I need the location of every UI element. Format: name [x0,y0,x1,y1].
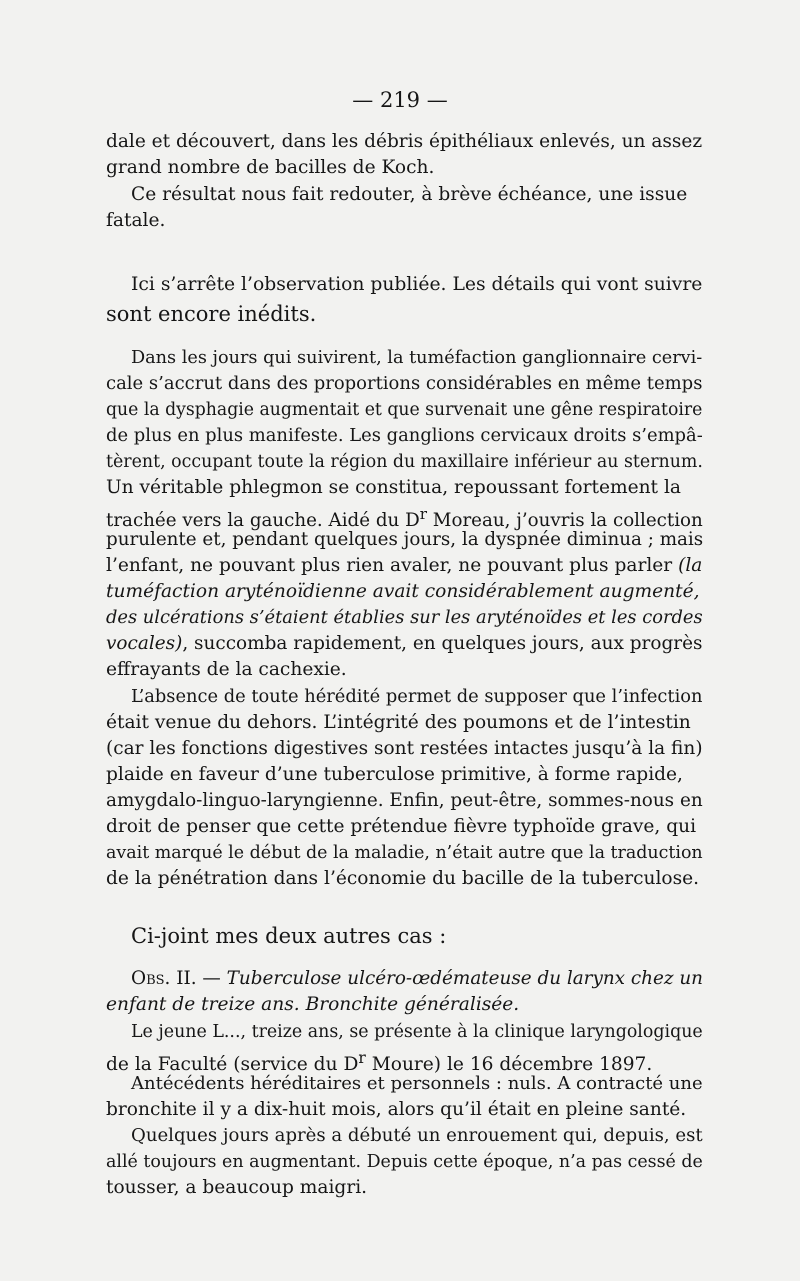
paragraph-1-line-11: des ulcérations s’étaient établies sur les aryténoïdes et les cordes [106,607,703,628]
line-p3-text-a: de la Faculté (service du D [106,1054,359,1076]
paragraph-2-line-6: droit de penser que cette prétendue fièvre typhoïde grave, qui [106,816,697,837]
paragraph-1-line-3: que la dysphagie augmentait et que survenait une gêne respiratoire [106,400,703,420]
line-9-text: l’enfant, ne pouvant plus rien avaler, ne pouvant plus parler [106,555,679,576]
line-12-text: , succomba rapidement, en quelques jours, aux progrès [182,633,703,654]
paragraph-1-line-4: de plus en plus manifeste. Les ganglions cervicaux droits s’empâ- [106,425,703,446]
line-7-text-b: Moreau, j’ouvris la collection [426,510,703,532]
obs-2-dash: — [196,968,227,989]
paragraph-1-line-12 [106,633,703,655]
paragraph-1-line-1: Dans les jours qui suivirent, la tuméfaction ganglionnaire cervi- [131,348,703,368]
paragraph-1-line-10: tuméfaction aryténoïdienne avait considérablement augmenté, [106,581,700,602]
paragraph-4-line-2: bronchite il y a dix-huit mois, alors qu’il était en pleine santé. [106,1099,687,1120]
paragraph-2-line-8: de la pénétration dans l’économie du bacille de la tuberculose. [106,868,700,889]
paragraph-2-line-1: L’absence de toute hérédité permet de supposer que l’infection [131,686,703,707]
obs-2-title-text: Tuberculose ulcéro-œdémateuse du larynx chez un [226,968,703,989]
doctor-superscript-2: r [358,1049,366,1067]
paragraph-1-line-8: purulente et, pendant quelques jours, la dyspnée diminua ; mais [106,529,704,550]
intro-line-2: grand nombre de bacilles de Koch. [106,157,435,178]
paragraph-2-line-5: amygdalo-linguo-laryngienne. Enfin, peut-être, sommes-nous en [106,790,703,811]
paragraph-5-line-3: tousser, a beaucoup maigri. [106,1177,368,1198]
line-p3-text-b: Moure) le 16 décembre 1897. [365,1054,653,1076]
paragraph-1-line-2: cale s’accrut dans des proportions considérables en même temps [106,373,703,394]
observation-heading-line-2: sont encore inédits. [106,302,317,326]
intro-line-1: dale et découvert, dans les débris épithéliaux enlevés, un assez [106,131,703,152]
line-12-italic: vocales) [106,633,183,654]
paragraph-1-line-7 [106,503,703,532]
cases-heading: Ci-joint mes deux autres cas : [131,924,447,948]
doctor-superscript: r [419,505,427,523]
paragraph-2-line-2: était venue du dehors. L’intégrité des poumons et de l’intestin [106,712,691,733]
paragraph-1-line-13: effrayants de la cachexie. [106,659,347,680]
paragraph-5-line-1: Quelques jours après a débuté un enrouement qui, depuis, est [131,1125,703,1146]
paragraph-2-line-3: (car les fonctions digestives sont restées intactes jusqu’à la fin) [106,738,703,759]
line-7-text-a: trachée vers la gauche. Aidé du D [106,510,420,532]
paragraph-3-line-2 [106,1047,703,1076]
line-9-italic: (la [678,555,703,576]
paragraph-2-line-7: avait marqué le début de la maladie, n’était autre que la traduction [106,843,703,863]
page-number: — 219 — [352,88,448,112]
paragraph-1-line-5: tèrent, occupant toute la région du maxillaire inférieur au sternum. [106,452,703,472]
intro-line-4: fatale. [106,210,166,231]
intro-line-3: Ce résultat nous fait redouter, à brève échéance, une issue [131,184,688,205]
paragraph-4-line-1: Antécédents héréditaires et personnels : nuls. A contracté une [131,1073,703,1094]
obs-2-title-line-1 [131,968,703,990]
paragraph-5-line-2: allé toujours en augmentant. Depuis cette époque, n’a pas cessé de [106,1152,703,1172]
paragraph-1-line-9 [106,555,703,577]
paragraph-3-line-1: Le jeune L..., treize ans, se présente à la clinique laryngologique [131,1022,703,1042]
paragraph-1-line-6: Un véritable phlegmon se constitua, repoussant fortement la [106,477,681,498]
observation-heading-line-1: Ici s’arrête l’observation publiée. Les détails qui vont suivre [131,274,703,295]
obs-2-title-line-2: enfant de treize ans. Bronchite généralisée. [106,994,520,1015]
paragraph-2-line-4: plaide en faveur d’une tuberculose primitive, à forme rapide, [106,764,683,785]
obs-2-label: Obs. II. [131,968,197,989]
